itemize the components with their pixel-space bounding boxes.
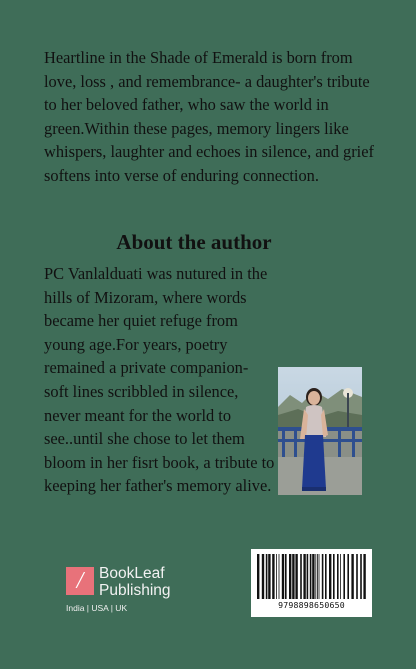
book-blurb: Heartline in the Shade of Emerald is born from love, loss , and remembrance- a daughter's tribute to her beloved father, who saw the world in green.Within these pages, memory lingers like whispers, laughter and echoes in silence, and grief softens into verse of enduring connection. (44, 48, 374, 185)
publisher-regions: India | USA | UK (66, 603, 128, 613)
author-photo (278, 367, 362, 495)
isbn-barcode (251, 549, 372, 617)
about-author-heading-text: About the author (116, 230, 272, 254)
about-author-heading (0, 228, 416, 256)
publisher-logo-mark: / (66, 567, 94, 595)
publisher-logo (66, 567, 186, 615)
barcode-bars (256, 554, 367, 599)
publisher-name (99, 565, 171, 599)
publisher-name-line1: BookLeaf (99, 565, 165, 582)
author-photo-image (278, 367, 362, 495)
author-bio: PC Vanlalduati was nutured in the hills of Mizoram, where words became her quiet refuge from young age.For years, poetry remained a private companion- soft lines scribbled in silence, never meant for the world to see..until she chose to let them bloom in her fisrt book, a tribute to keeping her father's memory alive. (44, 264, 275, 496)
publisher-name-line2: Publishing (99, 582, 171, 599)
isbn-number: 9798898650650 (278, 600, 345, 610)
